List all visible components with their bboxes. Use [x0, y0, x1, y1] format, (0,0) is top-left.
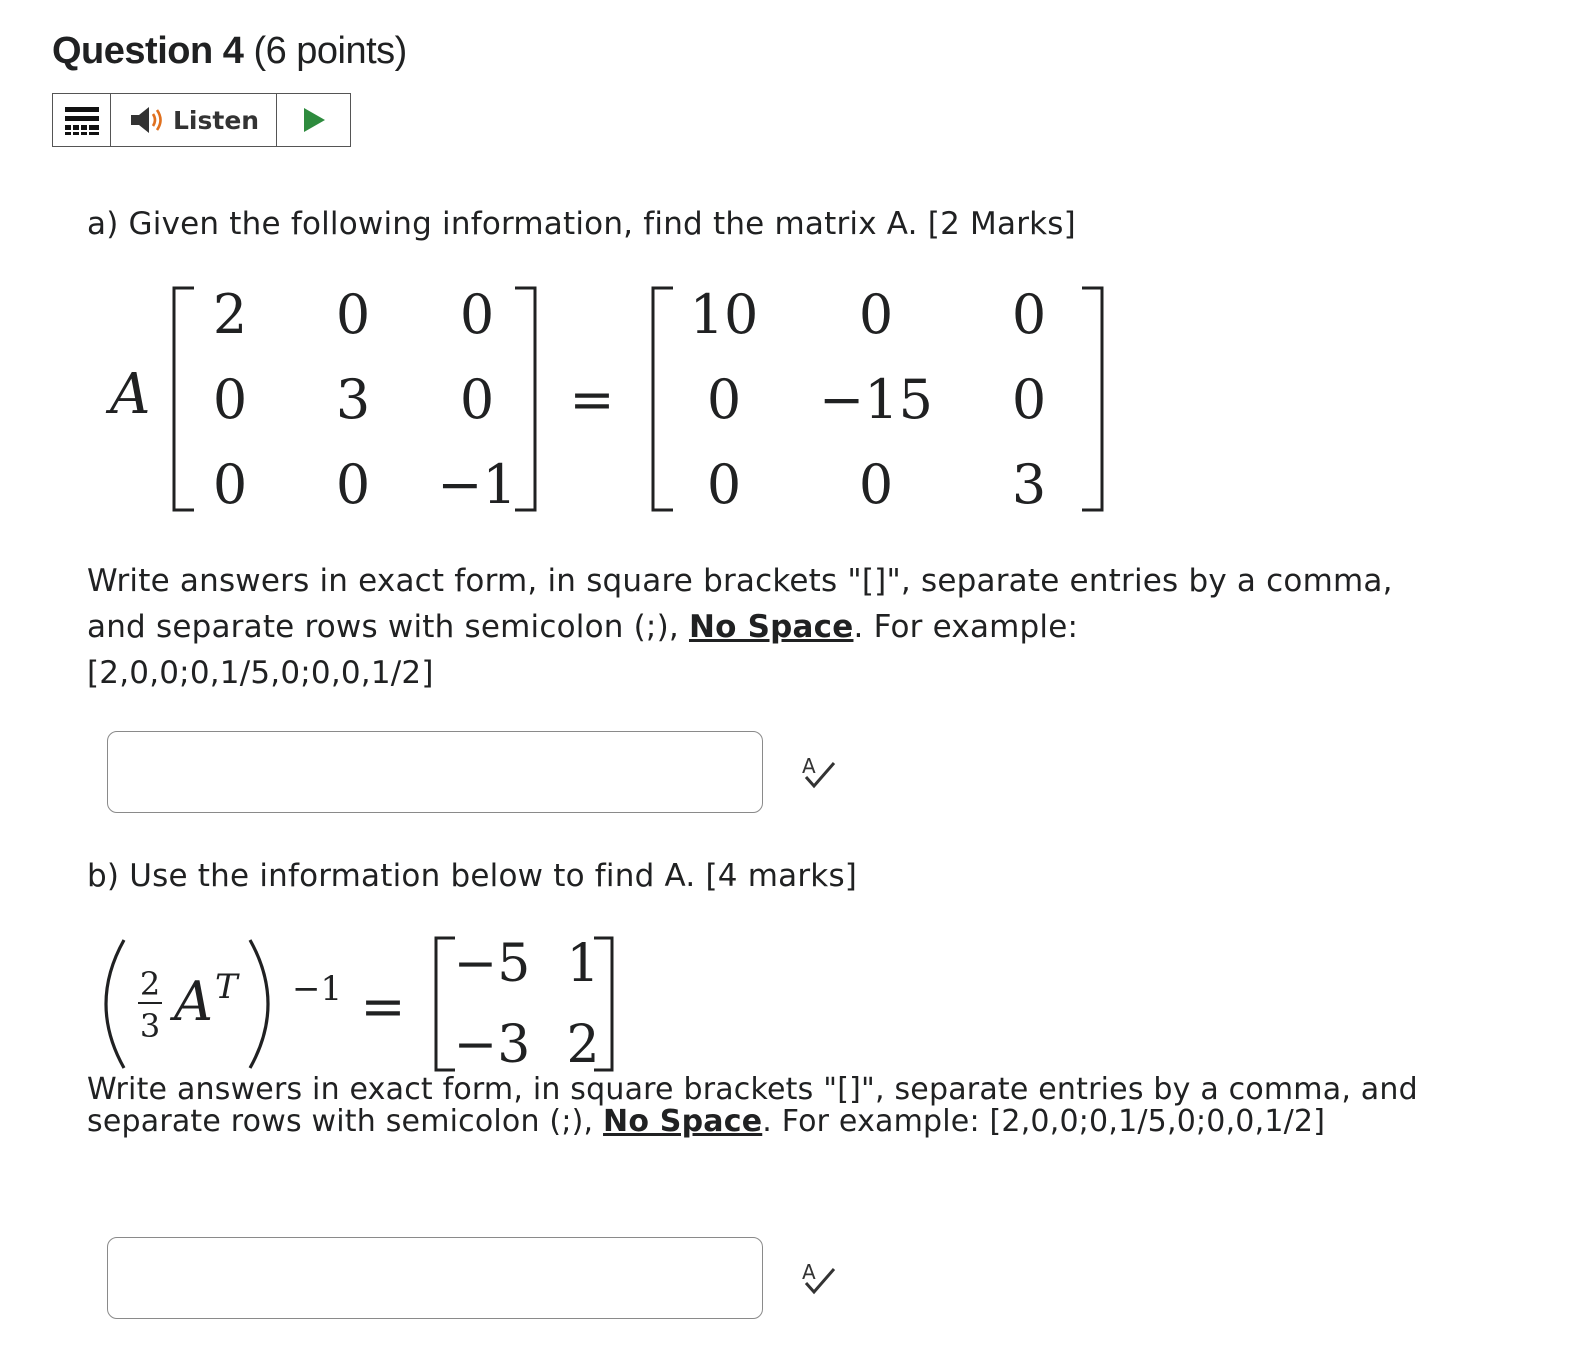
part-b-prompt: b) Use the information below to find A. [4 marks]: [87, 858, 858, 894]
part-a-instructions-line2: [87, 604, 1527, 650]
part-b-instructions-line2: [87, 1106, 1527, 1138]
lhs-cell: 0: [212, 453, 248, 516]
part-a-instructions-line1: Write answers in exact form, in square brackets "[]", separate entries by a comma,: [87, 563, 1393, 599]
speaker-icon: [129, 104, 167, 136]
question-points: (6 points): [253, 30, 407, 72]
spellcheck-icon[interactable]: [800, 753, 840, 793]
listen-button[interactable]: [111, 94, 277, 146]
lhs-cell: 3: [335, 368, 371, 431]
part-b-instructions-text: separate rows with semicolon (;),: [87, 1104, 604, 1139]
rhs-cell: 0: [706, 453, 742, 516]
b-cell: 1: [566, 934, 600, 994]
part-b-instructions-text: . For example: [2,0,0;0,1/5,0;0,0,1/2]: [762, 1104, 1326, 1139]
lhs-cell: 0: [459, 283, 495, 346]
rhs-cell: 0: [858, 283, 894, 346]
no-space-emphasis: No Space: [688, 609, 854, 645]
listen-label: Listen: [173, 105, 260, 135]
part-a-instructions: [87, 558, 1527, 696]
b-symbol: A: [174, 970, 213, 1033]
rhs-cell: −15: [819, 368, 933, 431]
b-left-bracket: [436, 938, 455, 1070]
right-paren: [250, 940, 268, 1068]
b-right-bracket: [594, 938, 612, 1070]
listen-menu-button[interactable]: [53, 94, 111, 146]
rhs-cell: 0: [1011, 368, 1047, 431]
question-title: [52, 30, 407, 73]
part-b-instructions-line1: Write answers in exact form, in square brackets "[]", separate entries by a comma, and: [87, 1072, 1418, 1107]
part-b-answer-input[interactable]: [107, 1237, 763, 1319]
left-paren: [106, 940, 124, 1068]
lhs-left-bracket: [174, 288, 194, 510]
b-cell: −5: [453, 934, 531, 994]
rhs-cell: 0: [1011, 283, 1047, 346]
lhs-cell: 0: [335, 453, 371, 516]
rhs-cell: 0: [706, 368, 742, 431]
equals-sign: =: [360, 975, 406, 1038]
svg-text:A: A: [802, 754, 816, 778]
lhs-cell: 0: [335, 283, 371, 346]
part-a-instructions-text: . For example:: [853, 609, 1079, 645]
rhs-cell: 10: [689, 283, 759, 346]
play-button[interactable]: [277, 94, 350, 146]
transpose-superscript: T: [215, 967, 238, 1007]
b-cell: 2: [566, 1015, 600, 1075]
b-cell: −3: [453, 1015, 531, 1075]
listen-toolbar: [52, 93, 351, 147]
spellcheck-icon[interactable]: [800, 1259, 840, 1299]
part-a-example: [2,0,0;0,1/5,0;0,0,1/2]: [87, 655, 434, 691]
lhs-cell: 0: [212, 368, 248, 431]
rhs-left-bracket: [653, 288, 673, 510]
no-space-emphasis: No Space: [603, 1104, 763, 1139]
question-number: Question 4: [52, 30, 244, 72]
rhs-cell: 0: [858, 453, 894, 516]
lhs-cell: −1: [437, 453, 517, 516]
part-b-instructions: [87, 1074, 1527, 1138]
lhs-cell: 2: [212, 283, 248, 346]
inverse-superscript: −1: [292, 969, 343, 1009]
menu-icon: [65, 105, 99, 135]
lhs-symbol: A: [110, 362, 151, 427]
lhs-cell: 0: [459, 368, 495, 431]
part-a-prompt: a) Given the following information, find the matrix A. [2 Marks]: [87, 206, 1076, 242]
rhs-cell: 3: [1011, 453, 1047, 516]
fraction-numerator: 2: [139, 965, 161, 1003]
rhs-right-bracket: [1082, 288, 1102, 510]
part-a-answer-input[interactable]: [107, 731, 763, 813]
equals-sign: =: [569, 368, 615, 431]
svg-text:A: A: [802, 1260, 816, 1284]
fraction-denominator: 3: [139, 1007, 161, 1045]
lhs-right-bracket: [515, 288, 535, 510]
play-icon: [301, 106, 327, 134]
part-a-instructions-text: and separate rows with semicolon (;),: [87, 609, 689, 645]
